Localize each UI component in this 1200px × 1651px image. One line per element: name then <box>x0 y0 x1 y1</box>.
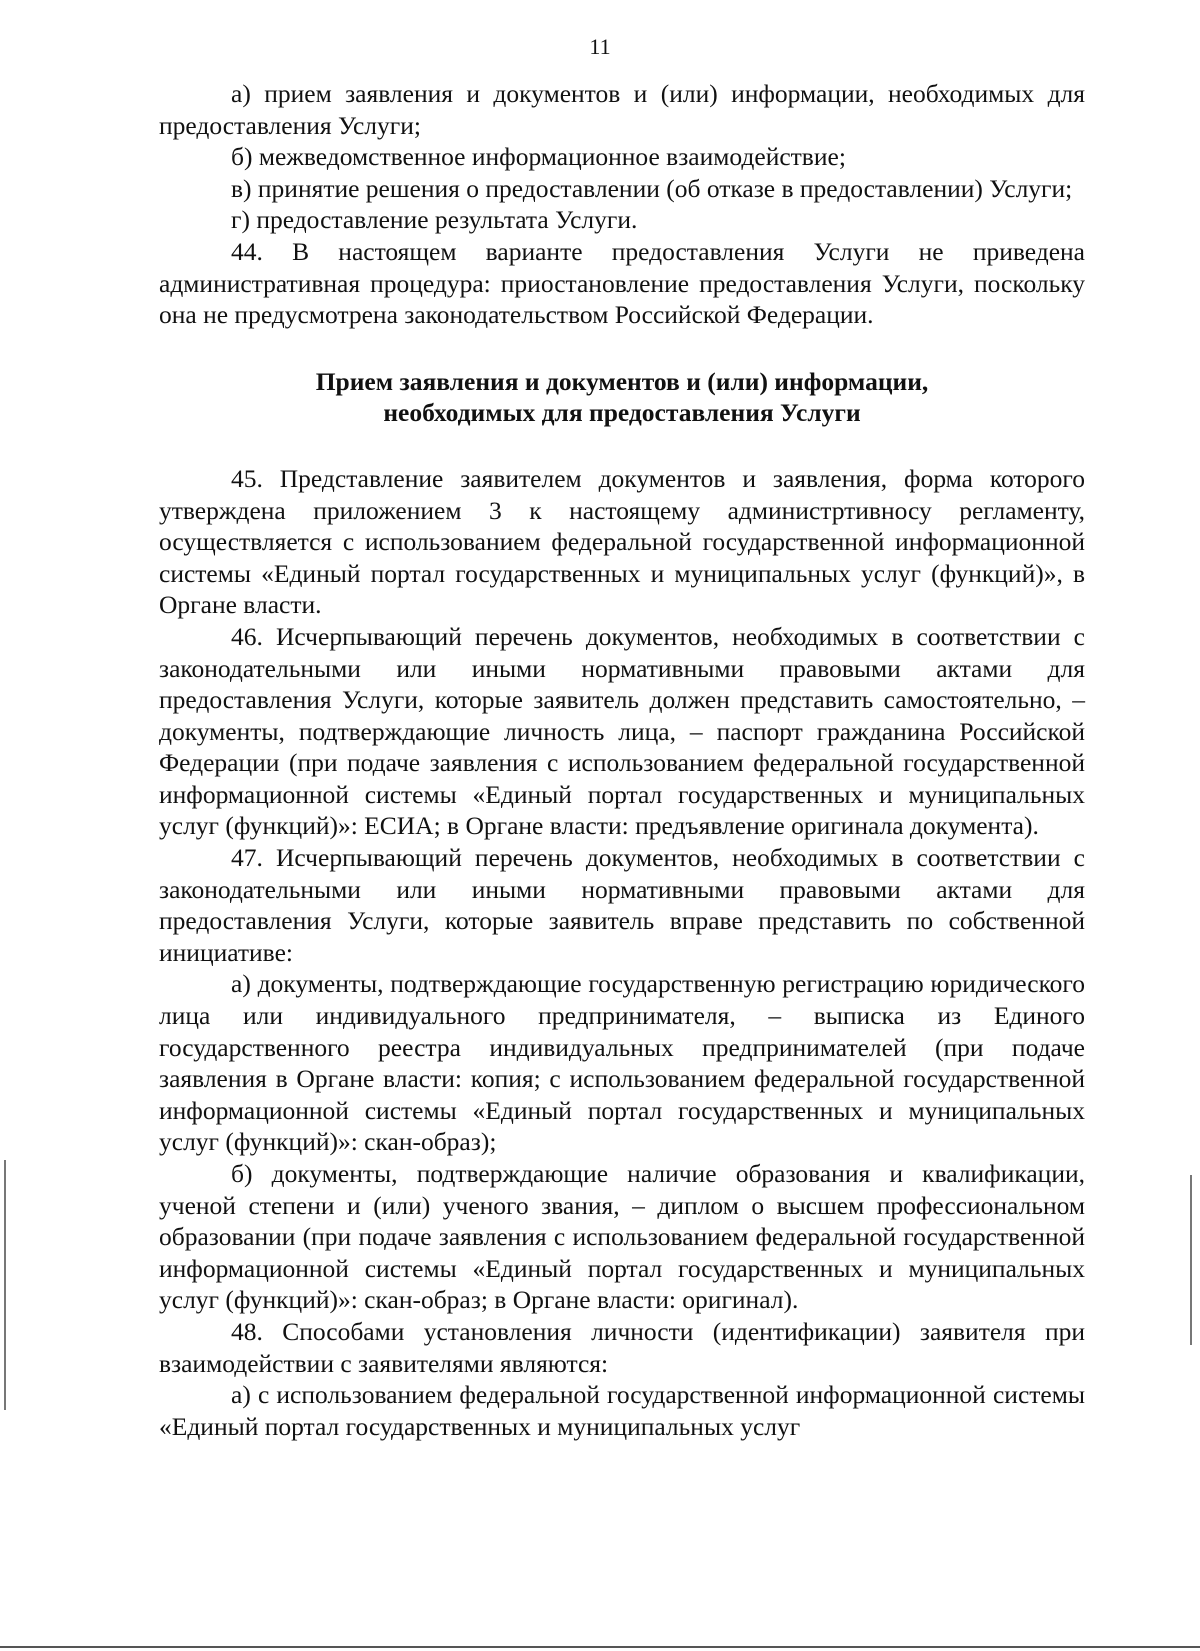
spacer <box>159 429 1085 463</box>
section-heading-line-1: Прием заявления и документов и (или) информации, <box>315 366 929 396</box>
paragraph-46: 46. Исчерпывающий перечень документов, необходимых в соответствии с законодательными или иными нормативными правовыми актами для предоставления Услуги, которые заявитель должен представить самостоятельно, – документы, подтверждающие личность лица, – паспорт гражданина Российской Федерации (при подаче заявления с использованием федеральной государственной информационной системы «Единый портал государственных и муниципальных услуг (функций)»: ЕСИА; в Органе власти: предъявление оригинала документа). <box>159 621 1085 841</box>
spacer <box>159 331 1085 366</box>
paragraph-47b: б) документы, подтверждающие наличие образования и квалификации, ученой степени и (или) ученого звания, – диплом о высшем профессиональном образовании (при подаче заявления с использованием федеральной государственной информационной системы «Единый портал государственных и муниципальных услуг (функций)»: скан-образ; в Органе власти: оригинал). <box>159 1159 1085 1315</box>
paragraph-48: 48. Способами установления личности (идентификации) заявителя при взаимодействии с заявителями являются: <box>159 1316 1085 1378</box>
section-heading-line-2: необходимых для предоставления Услуги <box>383 398 861 428</box>
scan-bottom-edge <box>0 1646 1200 1648</box>
scan-edge-mark <box>1190 1175 1192 1345</box>
paragraph-43d: г) предоставление результата Услуги. <box>231 205 638 235</box>
paragraph-47a: а) документы, подтверждающие государственную регистрацию юридического лица или индивидуального предпринимателя, – выписка из Единого государственного реестра индивидуальных предпринимателей (при подаче заявления в Органе власти: копия; с использованием федеральной государственной информационной системы «Единый портал государственных и муниципальных услуг (функций)»: скан-образ); <box>159 969 1085 1157</box>
document-body <box>159 78 1085 1442</box>
paragraph-43a: а) прием заявления и документов и (или) информации, необходимых для предоставления Услуги; <box>159 79 1085 140</box>
page-number: 11 <box>589 34 611 59</box>
paragraph-44: 44. В настоящем варианте предоставления Услуги не приведена административная процедура: приостановление предоставления Услуги, поскольку она не предусмотрена законодательством Российской Федерации. <box>159 236 1085 330</box>
section-heading <box>159 366 1085 429</box>
paragraph-48a: а) с использованием федеральной государственной информационной системы «Единый портал государственных и муниципальных услуг <box>159 1380 1085 1441</box>
scan-edge-mark <box>4 1160 6 1410</box>
paragraph-43b: б) межведомственное информационное взаимодействие; <box>231 142 846 172</box>
paragraph-47: 47. Исчерпывающий перечень документов, необходимых в соответствии с законодательными или иными нормативными правовыми актами для предоставления Услуги, которые заявитель вправе представить по собственной инициативе: <box>159 843 1085 967</box>
paragraph-45: 45. Представление заявителем документов и заявления, форма которого утверждена приложением 3 к настоящему администртивносу регламенту, осуществляется с использованием федеральной государственной информационной системы «Единый портал государственных и муниципальных услуг (функций)», в Органе власти. <box>159 463 1085 620</box>
paragraph-43c: в) принятие решения о предоставлении (об отказе в предоставлении) Услуги; <box>231 173 1073 203</box>
